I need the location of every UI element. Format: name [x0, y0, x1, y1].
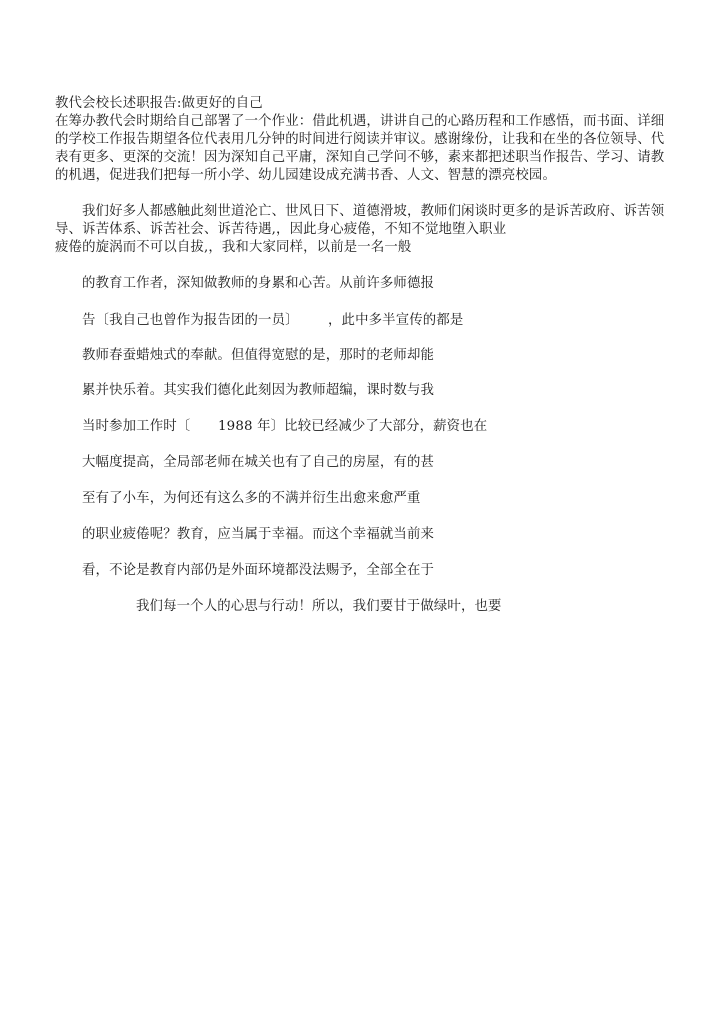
body-line: 我们每一个人的心思与行动！所以，我们要甘于做绿叶，也要 — [136, 599, 502, 614]
body-line: ，此中多半宣传的都是 — [328, 313, 464, 328]
intro-line: 在筹办教代会时期给自己部署了一个作业：借此机遇，讲讲自己的心路历程和工作感悟，而书面、详细 — [55, 114, 665, 129]
body-line: 大幅度提高，全局部老师在城关也有了自己的房屋，有的甚 — [82, 455, 435, 470]
intro-line: 的机遇，促进我们把每一所小学、幼儿园建设成充满书香、人文、智慧的漂亮校园。 — [55, 168, 557, 183]
body-line: 教师春蚕蜡烛式的奉献。但值得宽慰的是，那时的老师却能 — [82, 348, 435, 363]
intro-line: 的学校工作报告期望各位代表用几分钟的时间进行阅读并审议。感谢缘份，让我和在坐的各位领导、代 — [55, 132, 665, 147]
body-line: 的教育工作者，深知做教师的身累和心苦。从前许多师德报 — [82, 276, 435, 291]
paragraph-line: 导、诉苦体系、诉苦社会、诉苦待遇,，因此身心疲倦，不知不觉地堕入职业 — [55, 222, 507, 237]
body-line: 1988 年〕比较已经减少了大部分，薪资也在 — [218, 419, 488, 434]
body-line: 告〔我自己也曾作为报告团的一员〕 — [82, 313, 299, 328]
paragraph-line: 我们好多人都感触此刻世道沦亡、世风日下、道德滑坡，教师们闲谈时更多的是诉苦政府、诉苦领 — [82, 204, 665, 219]
document-title: 教代会校长述职报告:做更好的自己 — [55, 96, 263, 111]
body-line: 看，不论是教育内部仍是外面环境都没法赐予，全部全在于 — [82, 563, 435, 578]
paragraph-line: 疲倦的旋涡而不可以自拔,，我和大家同样，以前是一名一般 — [55, 240, 412, 255]
body-line: 当时参加工作时〔 — [82, 419, 191, 434]
body-line: 累并快乐着。其实我们德化此刻因为教师超编，课时数与我 — [82, 383, 435, 398]
body-line: 至有了小车，为何还有这么多的不满并衍生出愈来愈严重 — [82, 491, 421, 506]
intro-line: 表有更多、更深的交流！因为深知自己平庸，深知自己学问不够，素来都把述职当作报告、学习、请教 — [55, 150, 665, 165]
body-line: 的职业疲倦呢？教育，应当属于幸福。而这个幸福就当前来 — [82, 527, 435, 542]
